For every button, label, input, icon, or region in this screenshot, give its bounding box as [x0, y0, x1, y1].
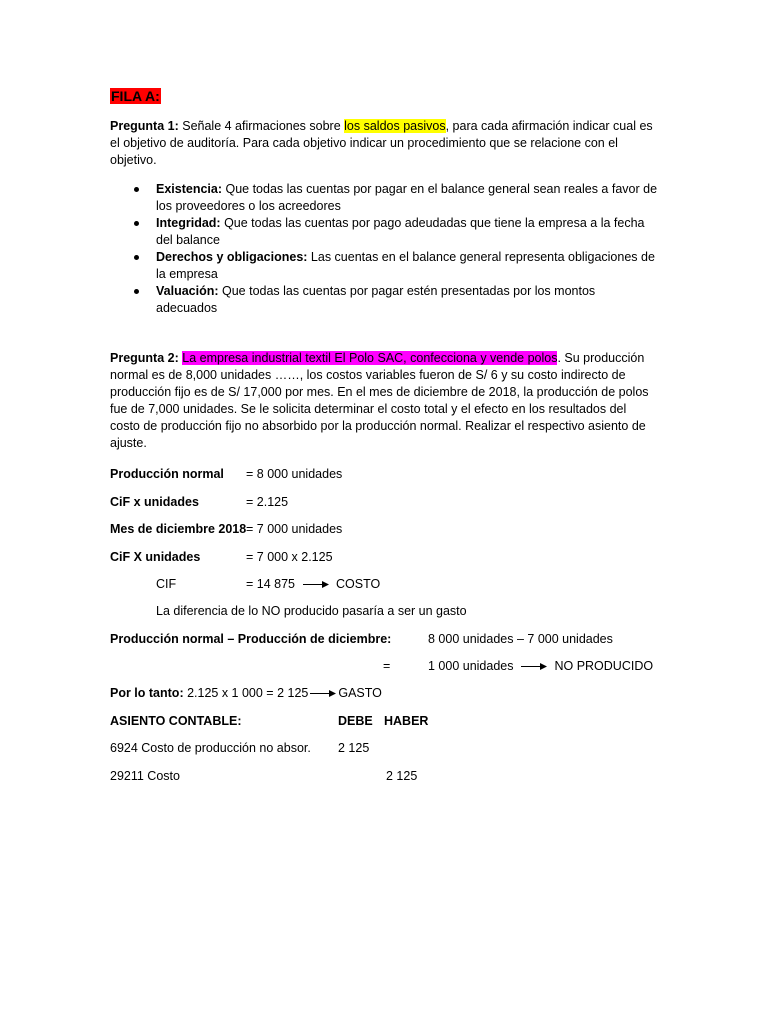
calc-row-7-label: Producción normal – Producción de diciembre:: [110, 632, 392, 646]
entry-row-account: 29211 Costo: [110, 769, 180, 783]
entry-row-debe: 2 125: [338, 741, 370, 755]
question-1-label: Pregunta 1:: [110, 119, 179, 133]
assertion-term: Integridad:: [156, 216, 221, 230]
calc-row-1-label: Producción normal: [110, 467, 224, 481]
calc-row-5: [246, 576, 380, 593]
section-title-text: FILA A:: [111, 88, 160, 104]
entry-row-haber: 2 125: [386, 769, 418, 783]
entry-col-haber: HABER: [384, 714, 429, 728]
arrow-right-icon: [520, 662, 548, 671]
question-1-text-before: Señale 4 afirmaciones sobre: [178, 119, 345, 133]
calc-row-4-value: = 7 000 x 2.125: [246, 550, 333, 564]
assertion-term: Valuación:: [156, 284, 219, 298]
calc-row-6-text: La diferencia de lo NO producido pasaría a ser un gasto: [156, 604, 467, 618]
assertion-term: Derechos y obligaciones:: [156, 250, 308, 264]
calc-row-8-eq: =: [383, 659, 391, 673]
question-1-highlight: los saldos pasivos: [344, 119, 446, 133]
assertion-text: Que todas las cuentas por pagar estén presentadas por los montos adecuados: [156, 284, 596, 315]
question-2-paragraph: [110, 350, 658, 452]
calc-row-3-label: Mes de diciembre 2018: [110, 522, 247, 536]
question-2-label: Pregunta 2:: [110, 351, 179, 365]
assertion-text: Que todas las cuentas por pago adeudadas que tiene la empresa a la fecha del balance: [156, 216, 645, 247]
entry-title: ASIENTO CONTABLE:: [110, 714, 242, 728]
calc-row-5-label: CIF: [156, 577, 177, 591]
calc-row-4-label: CiF X unidades: [110, 550, 201, 564]
question-1-text-after: , para cada afirmación indicar cual es el objetivo de auditoría. Para cada objetivo indicar un procedimiento que se relacione con el objetivo.: [110, 119, 653, 167]
calc-row-9-value: 2.125 x 1 000 = 2 125: [183, 686, 309, 700]
calc-row-9: [110, 685, 382, 702]
calc-row-2-label: CiF x unidades: [110, 495, 199, 509]
arrow-right-icon: [309, 689, 337, 698]
assertion-item: [110, 283, 658, 317]
calc-row-7-value: 8 000 unidades – 7 000 unidades: [428, 632, 613, 646]
assertion-item: [110, 181, 658, 215]
entry-row-account: 6924 Costo de producción no absor.: [110, 741, 311, 755]
calc-row-5-result: COSTO: [335, 577, 381, 591]
arrow-right-icon: [302, 580, 330, 589]
calc-row-8: [428, 658, 653, 675]
calc-row-3-value: = 7 000 unidades: [246, 522, 343, 536]
question-2-highlight: La empresa industrial textil El Polo SAC, confecciona y vende polos: [182, 351, 558, 365]
question-1-paragraph: [110, 118, 658, 169]
calc-row-1-value: = 8 000 unidades: [246, 467, 343, 481]
calc-row-8-result: NO PRODUCIDO: [554, 659, 654, 673]
calc-row-8-value: 1 000 unidades: [428, 659, 514, 673]
calc-row-9-result: GASTO: [338, 686, 382, 700]
assertion-text: Que todas las cuentas por pagar en el balance general sean reales a favor de los proveedores o los acreedores: [156, 182, 658, 213]
section-title: [110, 88, 161, 106]
assertion-term: Existencia:: [156, 182, 223, 196]
assertions-list: [110, 181, 658, 317]
calc-row-2-value: = 2.125: [246, 495, 289, 509]
calc-row-5-value: = 14 875: [246, 577, 296, 591]
assertion-item: [110, 249, 658, 283]
assertion-item: [110, 215, 658, 249]
entry-col-debe: DEBE: [338, 714, 373, 728]
calc-row-9-label: Por lo tanto:: [110, 686, 184, 700]
assertion-text: Las cuentas en el balance general representa obligaciones de la empresa: [156, 250, 655, 281]
question-2-text-after: . Su producción normal es de 8,000 unidades ……, los costos variables fueron de S/ 6 y su costo indirecto de producción fijo es de S/ 17,000 por mes. En el mes de diciembre de 2018, la producción de polos fue de 7,000 unidades. Se le solicita determinar el costo total y el efecto en los resultados del costo de producción fijo no absorbido por la producción normal. Realizar el respectivo asiento de ajuste.: [110, 351, 649, 450]
